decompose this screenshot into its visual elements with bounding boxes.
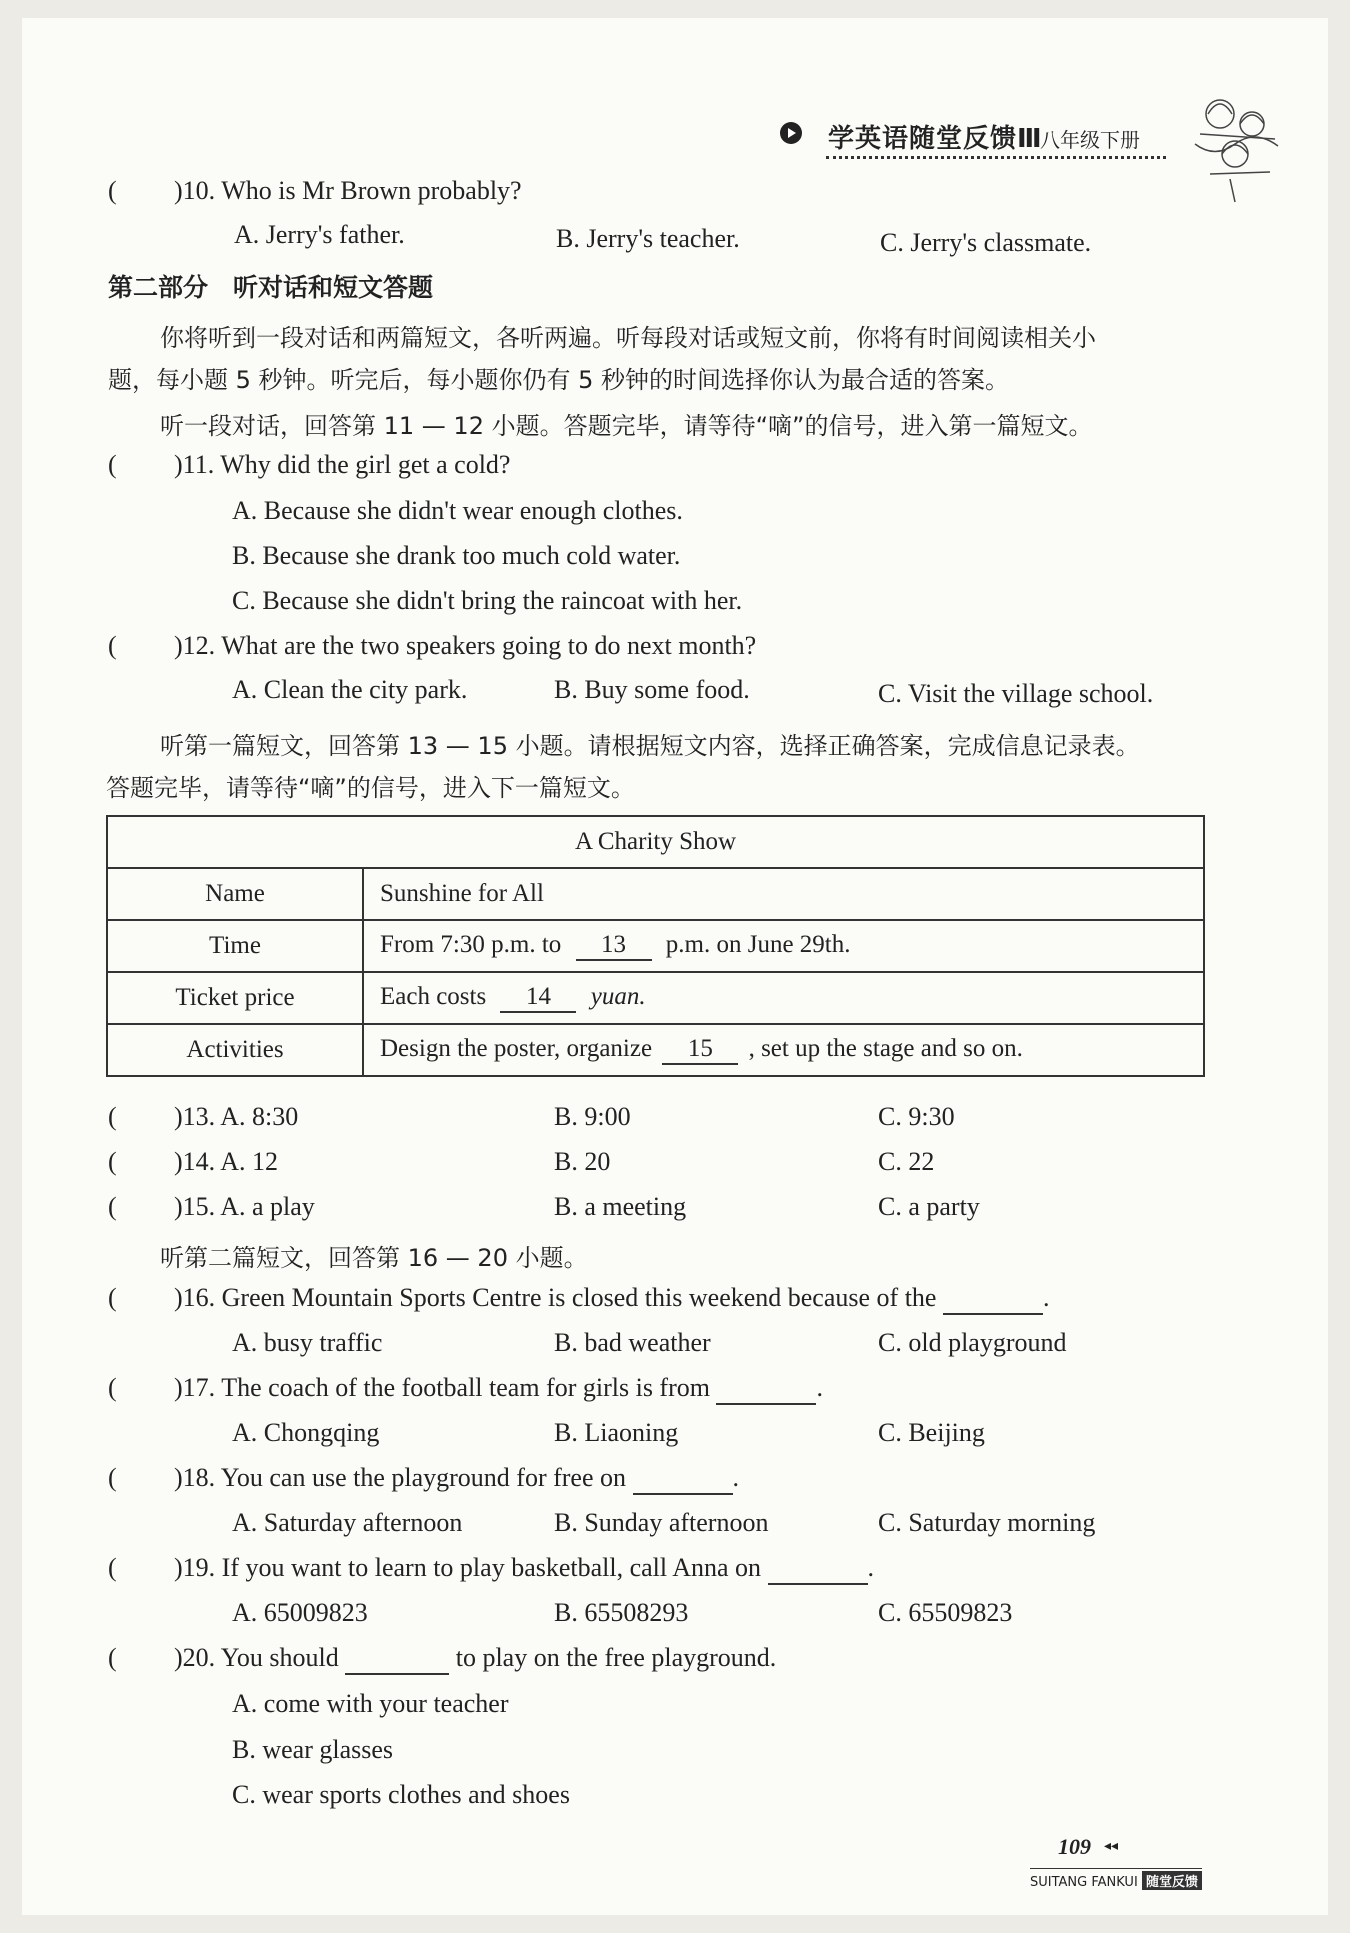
q11-stem: )11. Why did the girl get a cold?	[174, 450, 511, 479]
q19-paren: (	[108, 1553, 117, 1582]
q14-option-b[interactable]: B. 20	[554, 1147, 611, 1176]
q20-option-c[interactable]: C. wear sports clothes and shoes	[232, 1780, 570, 1809]
q20-stem-text-end: to play on the free playground.	[455, 1643, 777, 1672]
footer-brand	[1030, 1868, 1202, 1890]
part2-intro-line1: 你将听到一段对话和两篇短文，各听两遍。听每段对话或短文前，你将有时间阅读相关小	[160, 324, 1096, 352]
q16-option-c[interactable]: C. old playground	[878, 1328, 1067, 1357]
q19-option-c[interactable]: C. 65509823	[878, 1598, 1013, 1627]
q20-stem	[174, 1643, 776, 1675]
q12-option-c[interactable]: C. Visit the village school.	[878, 679, 1154, 708]
q16-option-b[interactable]: B. bad weather	[554, 1328, 711, 1357]
row-text: Design the poster, organize	[380, 1035, 653, 1062]
q16-stem-text: )16. Green Mountain Sports Centre is closed this weekend because of the	[174, 1283, 937, 1312]
q16-paren: (	[108, 1283, 117, 1312]
q18-paren: (	[108, 1463, 117, 1492]
q13-paren: (	[108, 1102, 117, 1131]
q10-option-a[interactable]: A. Jerry's father.	[234, 220, 405, 249]
q20-stem-text: )20. You should	[174, 1643, 339, 1672]
passage1-instruction-line1: 听第一篇短文，回答第 13 — 15 小题。请根据短文内容，选择正确答案，完成信息记录表。	[160, 732, 1140, 760]
q13-option-c[interactable]: C. 9:30	[878, 1102, 955, 1131]
footer-brand-text: SUITANG FANKUI	[1030, 1875, 1138, 1890]
q18-stem	[174, 1463, 739, 1495]
q12-option-a[interactable]: A. Clean the city park.	[232, 675, 468, 704]
header-divider	[826, 156, 1166, 159]
table-row	[107, 972, 1204, 1024]
blank-13[interactable]: 13	[576, 931, 652, 961]
header-subtitle: 八年级下册	[1040, 128, 1140, 152]
row-value	[363, 868, 1204, 920]
row-label: Time	[107, 920, 363, 972]
arrow-left-icon: ◂◂	[1104, 1838, 1119, 1854]
q19-stem-text: )19. If you want to learn to play basketball, call Anna on	[174, 1553, 762, 1582]
q12-option-b[interactable]: B. Buy some food.	[554, 675, 750, 704]
q17-option-a[interactable]: A. Chongqing	[232, 1418, 380, 1447]
q17-option-c[interactable]: C. Beijing	[878, 1418, 985, 1447]
row-label: Ticket price	[107, 972, 363, 1024]
row-label: Activities	[107, 1024, 363, 1076]
q15-option-c[interactable]: C. a party	[878, 1192, 980, 1221]
q16-blank[interactable]	[943, 1283, 1043, 1315]
blank-15[interactable]: 15	[662, 1035, 738, 1065]
q17-blank[interactable]	[716, 1373, 816, 1405]
row-text: Each costs	[380, 983, 487, 1010]
q10-paren: (	[108, 176, 117, 205]
page-number: 109	[1058, 1834, 1091, 1859]
blank-14[interactable]: 14	[500, 983, 576, 1013]
row-value	[363, 920, 1204, 972]
play-circle-icon	[780, 122, 802, 144]
row-text: p.m. on June 29th.	[665, 931, 851, 958]
q11-option-a[interactable]: A. Because she didn't wear enough clothes.	[232, 496, 683, 525]
q20-option-a[interactable]: A. come with your teacher	[232, 1689, 509, 1718]
q13-option-b[interactable]: B. 9:00	[554, 1102, 631, 1131]
q17-stem-text: )17. The coach of the football team for girls is from	[174, 1373, 710, 1402]
table-title: A Charity Show	[107, 816, 1204, 868]
passage2-instruction: 听第二篇短文，回答第 16 — 20 小题。	[160, 1244, 588, 1272]
q19-period: .	[867, 1553, 875, 1582]
row-value	[363, 1024, 1204, 1076]
q18-option-b[interactable]: B. Sunday afternoon	[554, 1508, 769, 1537]
q17-paren: (	[108, 1373, 117, 1402]
part2-intro-line2: 题，每小题 5 秒钟。听完后，每小题你仍有 5 秒钟的时间选择你认为最合适的答案。	[108, 366, 1010, 394]
q15-stem[interactable]: )15. A. a play	[174, 1192, 315, 1221]
part2-title: 第二部分 听对话和短文答题	[108, 273, 434, 302]
row-text: From 7:30 p.m. to	[380, 931, 562, 958]
q18-period: .	[732, 1463, 740, 1492]
q17-option-b[interactable]: B. Liaoning	[554, 1418, 679, 1447]
q16-period: .	[1042, 1283, 1050, 1312]
q10-option-c[interactable]: C. Jerry's classmate.	[880, 228, 1092, 257]
q14-option-c[interactable]: C. 22	[878, 1147, 935, 1176]
q19-option-b[interactable]: B. 65508293	[554, 1598, 689, 1627]
q12-paren: (	[108, 631, 117, 660]
flower-decoration-icon	[1180, 84, 1290, 204]
q19-option-a[interactable]: A. 65009823	[232, 1598, 368, 1627]
q19-stem	[174, 1553, 874, 1585]
q20-blank[interactable]	[345, 1643, 449, 1675]
q18-option-a[interactable]: A. Saturday afternoon	[232, 1508, 463, 1537]
dialog-instruction: 听一段对话，回答第 11 — 12 小题。答题完毕，请等待“嘀”的信号，进入第一篇短文。	[160, 412, 1093, 440]
row-text: yuan.	[590, 983, 646, 1010]
charity-show-table	[106, 815, 1205, 1077]
q18-stem-text: )18. You can use the playground for free on	[174, 1463, 627, 1492]
q15-option-b[interactable]: B. a meeting	[554, 1192, 687, 1221]
q20-paren: (	[108, 1643, 117, 1672]
q15-paren: (	[108, 1192, 117, 1221]
q11-option-c[interactable]: C. Because she didn't bring the raincoat with her.	[232, 586, 743, 615]
row-text: Sunshine for All	[380, 880, 544, 907]
row-label: Name	[107, 868, 363, 920]
q14-stem[interactable]: )14. A. 12	[174, 1147, 278, 1176]
q11-option-b[interactable]: B. Because she drank too much cold water.	[232, 541, 681, 570]
header-title: 学英语随堂反馈Ⅲ	[828, 124, 1043, 154]
row-text: , set up the stage and so on.	[748, 1035, 1023, 1062]
passage1-instruction-line2: 答题完毕，请等待“嘀”的信号，进入下一篇短文。	[106, 774, 635, 802]
q17-period: .	[816, 1373, 823, 1402]
q14-paren: (	[108, 1147, 117, 1176]
q17-stem	[174, 1373, 823, 1405]
q10-option-b[interactable]: B. Jerry's teacher.	[556, 224, 740, 253]
q10-stem: )10. Who is Mr Brown probably?	[174, 176, 522, 205]
q18-blank[interactable]	[633, 1463, 733, 1495]
q13-stem[interactable]: )13. A. 8:30	[174, 1102, 299, 1131]
q19-blank[interactable]	[768, 1553, 868, 1585]
table-row	[107, 1024, 1204, 1076]
row-value	[363, 972, 1204, 1024]
q16-stem	[174, 1283, 1049, 1315]
table-row	[107, 868, 1204, 920]
q20-option-b[interactable]: B. wear glasses	[232, 1735, 394, 1764]
q16-option-a[interactable]: A. busy traffic	[232, 1328, 383, 1357]
table-row	[107, 920, 1204, 972]
q12-stem: )12. What are the two speakers going to do next month?	[174, 631, 757, 660]
q18-option-c[interactable]: C. Saturday morning	[878, 1508, 1096, 1537]
q11-paren: (	[108, 450, 117, 479]
footer-tag: 随堂反馈	[1142, 1871, 1202, 1890]
